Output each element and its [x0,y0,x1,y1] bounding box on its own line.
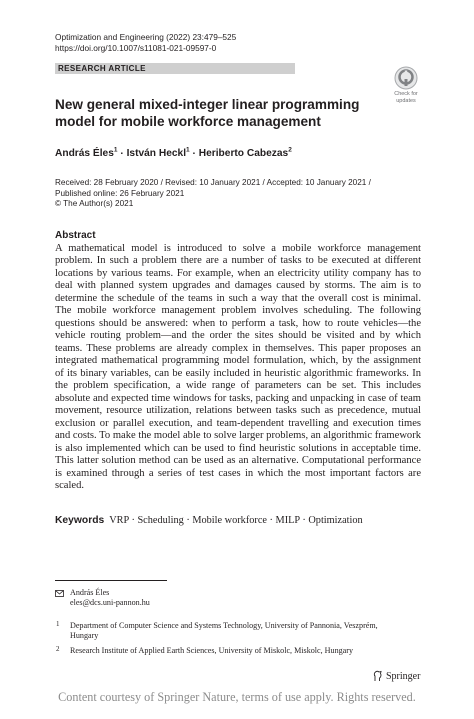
author-1[interactable] [55,148,118,159]
footnote-rule [55,580,167,581]
author-separator: · [117,148,127,160]
doi-link[interactable]: https://doi.org/10.1007/s11081-021-09597-0 [55,43,217,53]
affiliation-2-line-1: Research Institute of Applied Earth Sciences, University of Miskolc, Miskolc, Hungary [70,646,353,655]
author-list [55,147,292,159]
author-name: András Éles [55,148,114,160]
corresponding-email[interactable]: eles@dcs.uni-pannon.hu [70,598,150,608]
check-for-updates-icon [394,66,418,90]
footnote-2 [70,646,353,656]
affiliation-mark: 1 [186,147,190,154]
journal-citation: Optimization and Engineering (2022) 23:479–525 [55,32,237,42]
badge-line-2: updates [396,97,416,104]
journal-header [55,32,236,54]
check-for-updates-badge[interactable] [391,66,421,104]
footnote-2-mark: 2 [56,645,60,653]
article-type-banner: RESEARCH ARTICLE [55,63,295,74]
affiliation-mark: 2 [288,147,292,154]
abstract-body: A mathematical model is introduced to solve a mobile workforce management problem. In such a problem there are a number of tasks to be executed at different locations by various teams. For example, when an electricity utility company has to deal with planned system upgrades and damages caused by storms. The aim is to determine the schedule of the teams in such a way that the overall cost is minimal. The mobile workforce management problem involves scheduling. The following questions should be answered: when to perform a task, how to route vehicles—the vehicle routing problem—and the order the sites should be visited and by which teams. These problems are already complex in themselves. This paper proposes an integrated mathematical programming model formulation, which, by the assignment of its binary variables, can be easily included in heuristic algorithmic frameworks. In the problem specification, a wide range of parameters can be set. This includes absolute and expected time windows for tasks, packing and unpacking in case of team movement, resource utilization, relations between tasks such as precedence, mutual exclusion or parallel execution, and team-dependent travelling and execution times and costs. To make the model able to solve larger problems, an algorithmic framework is also implemented which can be used to find heuristic solutions in acceptable time. This latter solution method can be used as an alternative. Computational performance is examined through a series of test cases in which the most important factors are scaled. [55,243,421,492]
corresponding-name: András Éles [70,588,110,597]
footnote-1 [70,621,378,642]
article-title: New general mixed-integer linear programming model for mobile workforce management [55,97,360,129]
publisher-logo[interactable] [372,670,420,682]
badge-text [391,91,421,104]
courtesy-notice: Content courtesy of Springer Nature, terms of use apply. Rights reserved. [58,690,416,704]
copyright-line: © The Author(s) 2021 [55,199,134,209]
affiliation-1-line-2: Hungary [70,631,99,641]
springer-horse-icon [372,670,383,682]
affiliation-mark: 1 [113,147,118,154]
author-name: István Heckl [126,148,187,160]
author-2[interactable] [127,148,190,159]
dates-line-1: Received: 28 February 2020 / Revised: 10 January 2021 / Accepted: 10 January 2021 / [55,178,371,187]
keywords-line [55,515,363,526]
badge-line-1: Check for [394,91,418,97]
publication-dates [55,178,371,210]
author-separator: · [189,148,199,160]
keywords-label: Keywords [55,515,105,526]
affiliation-1-line-1: Department of Computer Science and Systems Technology, University of Pannonia, Veszprém, [70,621,378,630]
keywords-list: VRP · Scheduling · Mobile workforce · MILP · Optimization [109,515,363,526]
author-name: Heriberto Cabezas [198,148,289,160]
corresponding-author [70,588,150,609]
author-3[interactable] [199,148,292,159]
envelope-icon [55,590,64,597]
footnote-1-mark: 1 [56,620,60,628]
dates-line-2: Published online: 26 February 2021 [55,188,185,198]
publisher-name: Springer [386,670,421,682]
abstract-heading: Abstract [55,230,96,241]
